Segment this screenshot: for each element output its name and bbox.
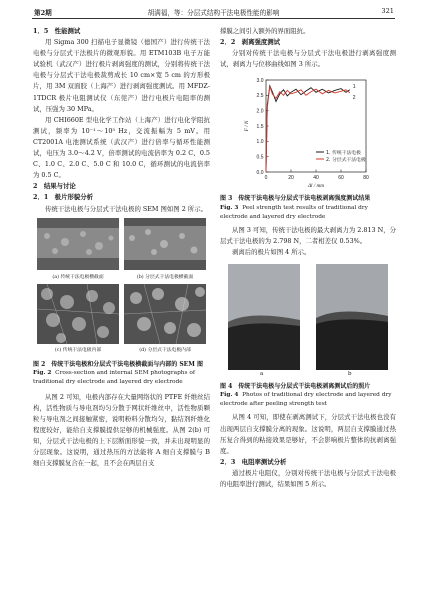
paragraph-peel-intro: 分别对传统干法电极与分层式干法电极进行剥离强度测试，剥离力与位移曲线如图 3 所示。 <box>220 49 396 69</box>
figure-3-caption-en-wrap <box>220 204 396 222</box>
paragraph-sem-intro: 传统干法电极与分层式干法电极的 SEM 图如图 2 所示。 <box>45 204 207 213</box>
section-2-heading: 2 结果与讨论 <box>33 182 76 191</box>
figure-3-label-en: Fig. 3 <box>220 204 239 211</box>
sem-texture-c <box>37 284 119 344</box>
figure-4-caption-en: Photos of traditional dry electrode and layered dry electrode after peeling strength test <box>220 392 392 408</box>
paragraph-continued: 撑膜之间引入额外的界面阻抗。 <box>220 27 310 35</box>
left-column <box>33 26 210 469</box>
paragraph-fig4-intro: 剥离后的极片如图 4 所示。 <box>232 248 311 257</box>
sem-texture-b <box>124 218 206 270</box>
sem-photo-d <box>124 284 206 344</box>
sem-label-c: (c) 传统干法电极内部 <box>54 347 102 353</box>
sem-photo-c <box>37 284 119 344</box>
y-tick-label: 0.0 <box>256 170 264 177</box>
figure-2-label-en: Fig. 2 <box>33 370 52 377</box>
x-tick-label: 60 <box>338 175 344 182</box>
figure-3-chart <box>220 72 396 192</box>
figure-3-caption-en: Peel strength test results of traditional dry electrode and layered dry electrode <box>220 204 368 221</box>
section-2-1-heading: 2．1 极片形貌分析 <box>33 193 94 202</box>
electrode-b-film <box>316 318 388 370</box>
electrode-a-film <box>228 322 300 370</box>
sem-label-d: (d) 分层式干法电极内部 <box>139 347 191 353</box>
sem-label-b: (b) 分层式干法电极横截面 <box>136 274 194 280</box>
sem-photo-a <box>37 218 119 270</box>
series-end-label-1: 1 <box>352 84 356 91</box>
figure-2-caption-en: Cross-section and internal SEM photographs of traditional dry electrode and layered dry electrode <box>33 370 195 386</box>
figure-2-caption <box>33 360 210 388</box>
running-title: 胡满福，等：分层式结构干法电极性能的影响 <box>147 9 280 17</box>
photo-label-a: a <box>260 370 264 377</box>
peel-photos <box>220 262 396 380</box>
right-column <box>220 26 396 490</box>
page-header <box>0 0 427 24</box>
y-tick-label: 1.0 <box>256 139 264 146</box>
x-tick-label: 20 <box>288 175 294 182</box>
figure-4-photos <box>220 262 396 380</box>
y-tick-label: 0.5 <box>256 154 264 161</box>
x-tick-label: 40 <box>313 175 319 182</box>
peel-strength-chart <box>220 72 396 192</box>
paragraph-sem-discussion: 从图 2 可知，电极内部存在大量网络状的 PTFE 纤维丝结构，活性物质与导电剂均匀分散于网状纤维丝中，活性物质颗粒与导电剂之间接触紧密，说明粉料分散均匀，黏结剂纤维化程度较好，能给自支撑膜提供足够的机械强度。从图 2(b) 可知，分层式干法电极的上下层断面形貌一致，并未出现明显的分层现象。这说明，通过热压的方法能将 A 细自支撑膜与 B 细自支撑膜复合在一起，且不会在两层自支 <box>33 392 210 468</box>
sem-texture-d <box>124 284 206 344</box>
figure-2-caption-cn: 图 2 传统干法电极和分层式干法电极横截面与内部的 SEM 图 <box>33 360 203 368</box>
y-tick-label: 2.0 <box>256 108 264 115</box>
x-tick-label: 0 <box>264 175 268 182</box>
paragraph-peel-result: 从图 3 可知，传统干法电极的最大剥离力为 2.813 N，分层式干法电极的为 2.798 N，二者相差仅 0.53%。 <box>220 226 396 246</box>
legend-entry-2: 2. 分层式干法电极 <box>326 158 366 164</box>
sem-label-a: (a) 传统干法电极横截面 <box>52 274 104 280</box>
paragraph-resistivity-intro: 通过极片电阻仪，分别对传统干法电极与分层式干法电极的电阻率进行测试，结果如图 5 所示。 <box>220 468 396 489</box>
sem-photo-b <box>124 218 206 270</box>
figure-4-caption <box>220 382 396 410</box>
paragraph-fig4-discussion: 从图 4 可知，即使在剥离测试下，分层式干法电极也没有出现两层自支撑膜分离的现象。这说明，两层自支撑膜通过热压复合得到的粘接效果是够好，不会影响极片整体的抗剥离强度。 <box>220 413 396 455</box>
figure-2-caption-en-wrap <box>33 369 210 387</box>
photo-label-b: b <box>348 370 352 377</box>
y-tick-label: 2.5 <box>256 93 264 100</box>
figure-4-caption-en-wrap <box>220 391 396 409</box>
x-axis-label: Δl / mm <box>307 183 325 190</box>
sem-texture-a <box>37 218 119 270</box>
legend-entry-1: 1. 传统干法电极 <box>326 151 361 157</box>
paragraph-methods-2: 用 CHI660E 型电化学工作站（上海产）进行电化学阻抗测试，频率为 10⁻¹～10⁵ Hz，交流振幅为 5 mV。用 CT2001A 电池测试系统（武汉产）进行倍率与循环性能测试，电压为 3.0～4.2 V，倍率测试的电流倍率为 0.2 C、0.5 C、1.0 C、2.0 C、5.0 C 和 10.0 C，循环测试的电流倍率为 0.5 C。 <box>33 115 210 180</box>
section-2-2-heading: 2．2 剥离强度测试 <box>220 38 281 47</box>
section-2-3-heading: 2．3 电阻率测试分析 <box>220 457 287 466</box>
paragraph-methods-1: 用 Sigma 300 扫描电子显微镜（德国产）进行传统干法电极与分层式干法极片的微观形貌。用 ETM103B 电子万能试验机（武汉产）进行极片剥离强度的测试，分别将传统干法电极与分层式干法电极裁剪成长 10 cm×宽 5 cm 的方形极片，用 3M 双面胶（上海产）进行剥离强度测试。用 MFDZ-1TDCR 极片电阻测试仪（东莞产）进行电极片电阻率的测试，压强为 30 MPa。 <box>33 38 210 113</box>
header-rule <box>32 18 395 19</box>
y-tick-label: 1.5 <box>256 124 264 131</box>
x-tick-label: 80 <box>363 175 369 182</box>
y-tick-label: 3.0 <box>256 78 264 85</box>
figure-2-sem <box>33 218 210 356</box>
figure-4-caption-cn: 图 4 传统干法电极与分层式干法电极剥离测试后的照片 <box>220 382 371 390</box>
page-number: 321 <box>381 7 394 15</box>
figure-3-caption-cn: 图 3 传统干法电极与分层式干法电极剥离强度测试结果 <box>220 195 371 203</box>
section-1-5-heading: 1．5 性能测试 <box>33 27 81 35</box>
issue-number: 第2期 <box>34 9 52 17</box>
figure-3-caption <box>220 194 396 222</box>
figure-4-label-en: Fig. 4 <box>220 392 239 399</box>
y-axis-label: F / N <box>244 121 250 132</box>
series-end-label-2: 2 <box>352 95 356 102</box>
